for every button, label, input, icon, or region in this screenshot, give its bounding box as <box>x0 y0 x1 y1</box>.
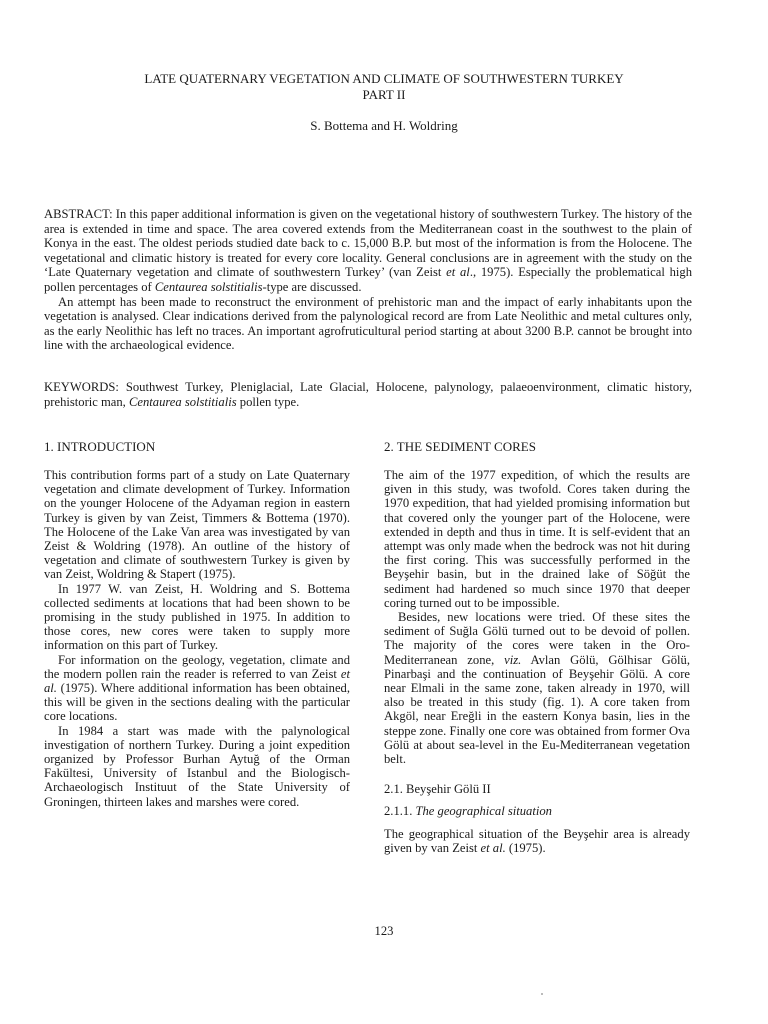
abstract-paragraph-1 <box>44 207 692 295</box>
intro-etal: et al. <box>44 666 350 696</box>
cores-viz: viz. <box>504 652 522 667</box>
geography-etal: et al. <box>480 840 506 855</box>
geography-paragraph <box>384 827 690 855</box>
abstract-text: ABSTRACT: In this paper additional information is given on the vegetational history of southwestern Turkey. The history of the area is extended in time and space. The area covered extends from the Mediterranean coast in the southwest to the plain of Konya in the east. The oldest periods studied date back to c. 15,000 B.P. but most of the information is from the Holocene. The vegetational and climatic history is treated for every core locality. General conclusions are in agreement with the study on the ‘Late Quaternary vegetation and climate of southwestern Turkey’ (van Zeist <box>44 207 692 280</box>
section-heading-introduction: 1. INTRODUCTION <box>44 439 156 454</box>
abstract-species: Centaurea solstitialis <box>154 279 263 294</box>
intro-text: (1975). Where additional information has been obtained, this will be given in the sections dealing with the particular core locations. <box>44 681 350 724</box>
keywords-text: KEYWORDS: Southwest Turkey, Pleniglacial, Late Glacial, Holocene, palynology, palaeoenvironment, climatic history, prehistoric man, <box>44 380 692 409</box>
section-heading-sediment-cores: 2. THE SEDIMENT CORES <box>384 439 536 454</box>
abstract-text: ., 1975). Especially the problematical high pollen percentages of <box>44 265 692 294</box>
intro-text: For information on the geology, vegetation, climate and the modern pollen rain the reader is referred to van Zeist <box>44 652 350 681</box>
cores-paragraph-1: The aim of the 1977 expedition, of which the results are given in this study, was twofold. Cores taken during the 1970 expedition, that had yielded promising information but that covered only the younger part of the Holocene, were extended in depth and thus in time. It is self-evident that an attempt was only made when the bedrock was not hit during the first coring. This was successfully performed in the Beyşehir basin, but in the drained lake of Söğüt the sediment had hardened so much since 1970 that deeper coring turned out to be impossible. <box>384 468 690 610</box>
cores-text: Avlan Gölü, Gölhisar Gölü, Pinarbaşi and the continuation of Beyşehir Gölü. A core near Elmali in the same zone, taken already in 1970, will also be treated in this study (fig. 1). A core taken from Akgöl, near Ereğli in the eastern Konya basin, lies in the steppe zone. Finally one core was obtained from former Ova Gölü at about sea-level in the Eu-Mediterranean vegetation belt. <box>384 652 690 767</box>
authors: S. Bottema and H. Woldring <box>310 118 458 133</box>
geography-text: The geographical situation of the Beyşehir area is already given by van Zeist <box>384 826 690 855</box>
intro-paragraph-3 <box>44 653 350 724</box>
keywords-text: pollen type. <box>236 394 300 409</box>
subsubsection-number: 2.1.1. <box>384 804 413 819</box>
title-line-2: PART II <box>362 87 406 102</box>
intro-paragraph-1: This contribution forms part of a study on Late Quaternary vegetation and climate development of Turkey. Information on the younger Holocene of the Adyaman region in eastern Turkey is given by van Zeist, Timmers & Bottema (1970). The Holocene of the Lake Van area was investigated by van Zeist & Woldring (1978). An outline of the history of vegetation and climate of southwestern Turkey is given by van Zeist, Woldring & Stapert (1975). <box>44 468 350 582</box>
cores-text: Besides, new locations were tried. Of these sites the sediment of Suğla Gölü turned out to be devoid of pollen. The majority of the cores were taken in the Oro-Mediterranean zone, <box>384 610 690 667</box>
title-line-1: LATE QUATERNARY VEGETATION AND CLIMATE OF SOUTHWESTERN TURKEY <box>144 71 624 86</box>
abstract-text: -type are discussed. <box>262 279 362 294</box>
page-number: 123 <box>374 924 394 938</box>
left-column <box>44 440 350 809</box>
keywords-species: Centaurea solstitialis <box>128 394 237 409</box>
subsubsection-title: The geographical situation <box>415 804 552 819</box>
intro-paragraph-2: In 1977 W. van Zeist, H. Woldring and S. Bottema collected sediments at locations that had been shown to be promising in the study published in 1975. In addition to those cores, new cores were taken to supply more information on this part of Turkey. <box>44 581 350 653</box>
paper-title <box>0 71 768 103</box>
right-column <box>384 440 690 855</box>
abstract-etal: et al <box>446 265 470 280</box>
abstract-paragraph-2: An attempt has been made to reconstruct the environment of prehistoric man and the impact of early inhabitants upon the vegetation is analysed. Clear indications derived from the palynological record are from Late Neolithic and metal cultures only, as the early Neolithic has left no traces. An important agrofruticultural period starting at about 3200 B.P. cannot be brought into line with the archaeological evidence. <box>44 294 692 353</box>
keywords <box>44 380 692 409</box>
abstract <box>44 207 692 353</box>
subsection-heading-beysehir: 2.1. Beyşehir Gölü II <box>384 782 491 797</box>
intro-paragraph-4: In 1984 a start was made with the palynological investigation of northern Turkey. During a joint expedition organized by Professor Burhan Aytuğ of the Orman Fakültesi, University of Istanbul and the Biologisch-Archaeologisch Instituut of the State University of Groningen, thirteen lakes and marshes were cored. <box>44 723 350 809</box>
geography-text: (1975). <box>505 840 546 855</box>
subsubsection-heading-geography <box>384 804 690 818</box>
cores-paragraph-2 <box>384 610 690 766</box>
scan-speck <box>541 993 543 995</box>
